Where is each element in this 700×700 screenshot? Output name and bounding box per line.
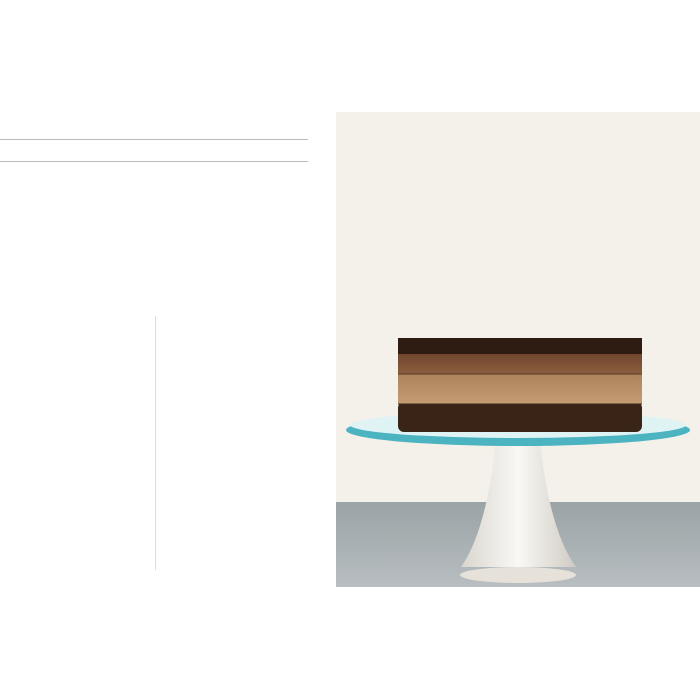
title-rule-top bbox=[0, 139, 308, 140]
peanut-layer bbox=[398, 370, 642, 404]
cake-photo bbox=[336, 112, 700, 587]
title-rule-bottom bbox=[0, 161, 308, 162]
cake-photo-illustration bbox=[336, 112, 700, 587]
brownie-base-layer bbox=[398, 402, 642, 432]
fudge-topping-layer bbox=[398, 338, 642, 354]
column-divider bbox=[155, 316, 156, 570]
intro-text bbox=[2, 168, 314, 174]
stand-foot bbox=[460, 567, 576, 583]
chocolate-cheesecake-layer bbox=[398, 352, 642, 374]
recipe-page bbox=[0, 112, 335, 587]
